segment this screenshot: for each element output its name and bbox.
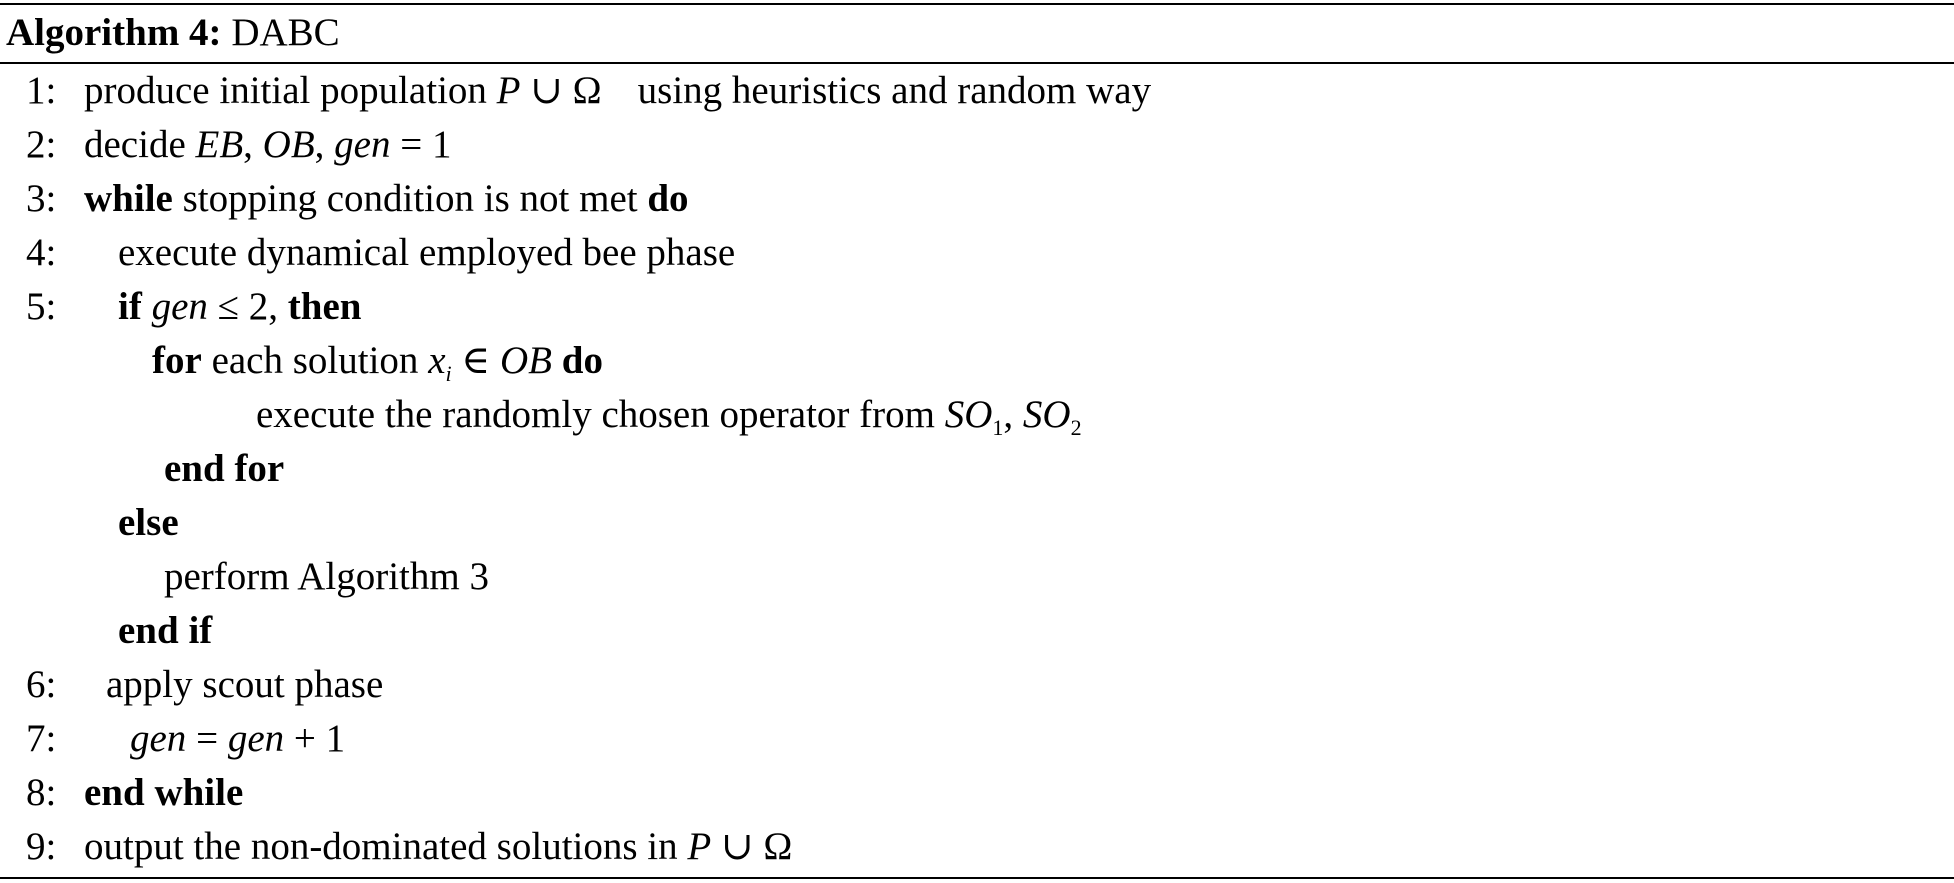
line-number-7: 7: bbox=[26, 717, 57, 760]
line-number-4: 4: bbox=[26, 231, 57, 274]
text: execute the randomly chosen operator from bbox=[256, 393, 945, 436]
text: stopping condition is not met bbox=[172, 177, 648, 220]
algorithm-line-5-end-if bbox=[118, 608, 212, 654]
math-operator: ∪ Ω bbox=[711, 825, 793, 868]
algorithm-line-7 bbox=[130, 716, 345, 762]
algorithm-title bbox=[6, 10, 340, 56]
math-operator: ∈ bbox=[451, 339, 500, 382]
algorithm-line-5 bbox=[118, 284, 361, 330]
math-symbol: SO bbox=[944, 393, 993, 436]
keyword: else bbox=[118, 501, 179, 544]
keyword: do bbox=[647, 177, 689, 220]
punctuation: , bbox=[243, 123, 263, 166]
algorithm-line-3 bbox=[84, 176, 689, 222]
math-symbol: P bbox=[687, 825, 712, 868]
math-operator: ∪ Ω bbox=[520, 69, 602, 112]
line-number-1: 1: bbox=[26, 69, 57, 112]
line-number-8: 8: bbox=[26, 771, 57, 814]
punctuation: , bbox=[314, 123, 335, 166]
text: using heuristics and random way bbox=[637, 69, 1152, 112]
algorithm-line-5-for bbox=[152, 338, 603, 384]
keyword: then bbox=[287, 285, 362, 328]
algorithm-label: Algorithm 4: bbox=[6, 11, 222, 54]
algorithm-line-5-execute bbox=[256, 392, 1082, 438]
subscript: i bbox=[445, 361, 452, 386]
keyword: end if bbox=[118, 609, 213, 652]
algorithm-name: DABC bbox=[231, 11, 340, 54]
line-number-5: 5: bbox=[26, 285, 57, 328]
top-rule bbox=[0, 3, 1954, 5]
algorithm-line-5-else bbox=[118, 500, 179, 546]
punctuation: , bbox=[1003, 393, 1023, 436]
text: perform Algorithm 3 bbox=[164, 555, 489, 598]
text: each solution bbox=[201, 339, 429, 382]
subscript: 1 bbox=[992, 415, 1004, 440]
math-symbol: SO bbox=[1022, 393, 1071, 436]
line-number-2: 2: bbox=[26, 123, 57, 166]
line-number-6: 6: bbox=[26, 663, 57, 706]
text: produce initial population bbox=[84, 69, 497, 112]
algorithm-line-9 bbox=[84, 824, 792, 870]
math-symbol: gen bbox=[130, 717, 187, 760]
math-symbol: gen bbox=[151, 285, 208, 328]
algorithm-line-5-perform bbox=[164, 554, 489, 600]
text: output the non-dominated solutions in bbox=[84, 825, 688, 868]
keyword: if bbox=[118, 285, 142, 328]
subscript: 2 bbox=[1070, 415, 1082, 440]
algorithm-line-6 bbox=[106, 662, 383, 708]
algorithm-line-8 bbox=[84, 770, 243, 816]
math-operator: = 1 bbox=[390, 123, 452, 166]
text: decide bbox=[84, 123, 196, 166]
math-operator: = bbox=[186, 717, 228, 760]
algorithm-line-5-end-for bbox=[164, 446, 284, 492]
math-symbol: P bbox=[496, 69, 521, 112]
keyword: for bbox=[152, 339, 202, 382]
keyword: do bbox=[552, 339, 603, 382]
math-operator: ≤ 2, bbox=[207, 285, 288, 328]
algorithm-line-4 bbox=[118, 230, 735, 276]
line-number-9: 9: bbox=[26, 825, 57, 868]
text: apply scout phase bbox=[106, 663, 384, 706]
bottom-rule bbox=[0, 877, 1954, 879]
text: execute dynamical employed bee phase bbox=[118, 231, 736, 274]
math-symbol: gen bbox=[227, 717, 285, 760]
keyword: while bbox=[84, 177, 173, 220]
algorithm-line-2 bbox=[84, 122, 451, 168]
math-symbol: x bbox=[428, 339, 446, 382]
line-number-3: 3: bbox=[26, 177, 57, 220]
header-rule bbox=[0, 62, 1954, 64]
math-symbol: OB bbox=[500, 339, 552, 382]
math-symbol: EB bbox=[195, 123, 244, 166]
math-symbol: gen bbox=[334, 123, 391, 166]
math-symbol: OB bbox=[262, 123, 315, 166]
keyword: end while bbox=[84, 771, 244, 814]
algorithm-line-1 bbox=[84, 68, 1151, 114]
math-operator: + 1 bbox=[284, 717, 346, 760]
keyword: end for bbox=[164, 447, 285, 490]
